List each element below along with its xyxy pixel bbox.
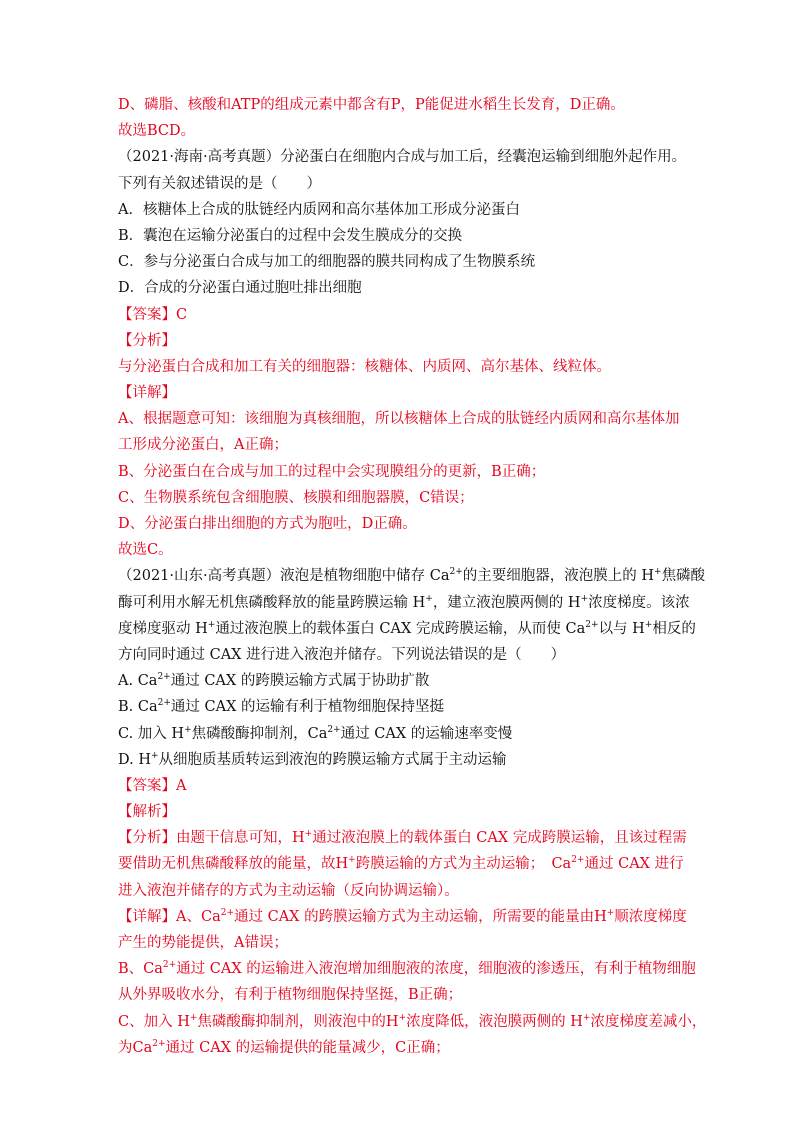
text-segment: B、Ca — [118, 961, 163, 978]
text-segment: 顺浓度梯度 — [614, 908, 687, 925]
superscript: + — [304, 829, 313, 840]
text-segment: 以与 H — [598, 620, 645, 637]
superscript: + — [644, 619, 653, 630]
text-line — [118, 904, 694, 930]
text-segment: 下列有关叙述错误的是（ ） — [118, 175, 321, 192]
text-line — [118, 485, 694, 511]
text-segment: ，建立液泡膜两侧的 H — [432, 594, 581, 611]
text-segment: B、分泌蛋白在合成与加工的过程中会实现膜组分的更新，B正确； — [118, 463, 546, 480]
text-line — [118, 1035, 694, 1061]
text-segment: 进入液泡并储存的方式为主动运输（反向协调运输）。 — [118, 882, 459, 899]
text-line — [118, 616, 694, 642]
superscript: 2+ — [157, 698, 171, 709]
text-line — [118, 721, 694, 747]
text-segment: D、磷脂、核酸和ATP的组成元素中都含有P，P能促进水稻生长发育，D正确。 — [118, 97, 625, 113]
text-segment: 【答案】C — [118, 306, 188, 323]
text-line — [118, 459, 694, 485]
text-segment: 跨膜运输的方式为主动运输； Ca — [355, 856, 572, 873]
superscript: 2+ — [157, 672, 171, 683]
text-line — [118, 878, 694, 904]
text-segment: 浓度梯度。该浓 — [588, 594, 690, 611]
text-line — [118, 354, 694, 380]
text-line — [118, 982, 694, 1008]
text-segment: D. H — [118, 751, 151, 768]
text-segment: 【解析】 — [118, 804, 176, 821]
text-segment: B．囊泡在运输分泌蛋白的过程中会发生膜成分的交换 — [118, 227, 463, 244]
text-segment: B. Ca — [118, 699, 158, 716]
superscript: 2+ — [220, 907, 234, 918]
text-segment: 通过 CAX 的运输速率变慢 — [340, 725, 513, 742]
superscript: + — [398, 1012, 407, 1023]
text-line — [118, 302, 694, 328]
text-line — [118, 851, 694, 877]
text-segment: （2021·山东·高考真题）液泡是植物细胞中储存 Ca — [118, 568, 450, 585]
text-segment: 【分析】由题干信息可知，H — [118, 830, 305, 847]
text-line — [118, 171, 694, 197]
text-segment: 通过 CAX 的运输提供的能量减少，C正确； — [165, 1039, 450, 1056]
text-segment: C、生物膜系统包含细胞膜、核膜和细胞器膜，C错误； — [118, 489, 474, 506]
superscript: 2+ — [449, 567, 463, 578]
text-line — [118, 694, 694, 720]
text-segment: C、加入 H — [118, 1013, 190, 1030]
text-line — [118, 511, 694, 537]
superscript: 2+ — [162, 960, 177, 971]
superscript: + — [654, 567, 662, 578]
superscript: + — [207, 619, 216, 630]
superscript: + — [348, 855, 356, 866]
text-segment: 度梯度驱动 H — [118, 620, 208, 637]
text-segment: 为Ca — [118, 1039, 153, 1056]
text-segment: 通过 CAX 的运输有利于植物细胞保持坚挺 — [170, 699, 445, 716]
text-segment: 浓度降低，液泡膜两侧的 H — [406, 1013, 583, 1030]
text-segment: 工形成分泌蛋白，A正确； — [118, 437, 288, 454]
document-body — [118, 92, 707, 1061]
text-line — [118, 747, 694, 773]
text-line — [118, 197, 694, 223]
text-segment: D．合成的分泌蛋白通过胞吐排出细胞 — [118, 280, 362, 297]
text-segment: 通过液泡膜上的载体蛋白 CAX 完成跨膜运输，且该过程需 — [312, 830, 687, 847]
text-segment: 通过 CAX 进行 — [584, 856, 684, 873]
text-line — [118, 432, 694, 458]
superscript: 2+ — [571, 855, 585, 866]
superscript: + — [580, 593, 589, 604]
text-segment: 浓度梯度差减小， — [590, 1013, 707, 1030]
text-line — [118, 249, 694, 275]
text-line — [118, 773, 694, 799]
text-segment: 焦磷酸 — [661, 568, 706, 585]
text-segment: 与分泌蛋白合成和加工有关的细胞器：核糖体、内质网、高尔基体、线粒体。 — [118, 358, 611, 375]
text-line — [118, 537, 694, 563]
text-line — [118, 380, 694, 406]
text-segment: 从细胞质基质转运到液泡的跨膜运输方式属于主动运输 — [158, 751, 507, 768]
superscript: 2+ — [152, 1038, 166, 1049]
text-line — [118, 144, 694, 170]
superscript: + — [582, 1012, 591, 1023]
text-segment: 故选BCD。 — [118, 123, 196, 140]
text-line — [118, 956, 694, 982]
text-segment: 的主要细胞器，液泡膜上的 H — [462, 568, 655, 585]
text-segment: 通过液泡膜上的载体蛋白 CAX 完成跨膜运输，从而使 Ca — [215, 620, 586, 637]
text-line — [118, 406, 694, 432]
text-segment: 【分析】 — [118, 332, 176, 349]
superscript: 2+ — [327, 724, 341, 735]
text-segment: A．核糖体上合成的肽链经内质网和高尔基体加工形成分泌蛋白 — [118, 201, 520, 218]
text-segment: （2021·海南·高考真题）分泌蛋白在细胞内合成与加工后，经囊泡运输到细胞外起作用。 — [118, 149, 687, 166]
text-segment: 【详解】 — [118, 385, 176, 402]
text-line — [118, 930, 694, 956]
text-segment: C．参与分泌蛋白合成与加工的细胞器的膜共同构成了生物膜系统 — [118, 254, 536, 271]
text-segment: A. Ca — [118, 673, 158, 690]
superscript: + — [606, 907, 615, 918]
text-line — [118, 1009, 707, 1035]
text-segment: A、根据题意可知：该细胞为真核细胞，所以核糖体上合成的肽链经内质网和高尔基体加 — [118, 411, 680, 428]
text-segment: 【答案】A — [118, 777, 187, 794]
text-line — [118, 642, 694, 668]
text-segment: 从外界吸收水分，有利于植物细胞保持坚挺，B正确； — [118, 987, 463, 1004]
text-line — [118, 275, 694, 301]
superscript: + — [189, 1012, 198, 1023]
text-line — [118, 799, 694, 825]
text-segment: 故选C。 — [118, 542, 173, 559]
text-segment: 酶可利用水解无机焦磷酸释放的能量跨膜运输 H — [118, 594, 426, 611]
text-segment: 产生的势能提供，A错误； — [118, 935, 288, 951]
text-line — [118, 563, 706, 589]
text-segment: 相反的 — [652, 620, 696, 637]
text-line — [118, 92, 694, 118]
text-segment: 通过 CAX 的跨膜运输方式属于协助扩散 — [170, 673, 430, 690]
text-segment: 焦磷酸酶抑制剂，Ca — [191, 725, 328, 742]
text-segment: 焦磷酸酶抑制剂，则液泡中的H — [197, 1013, 399, 1030]
text-line — [118, 668, 694, 694]
superscript: + — [184, 724, 192, 735]
text-segment: C. 加入 H — [118, 725, 185, 742]
text-segment: 【详解】A、Ca — [118, 908, 221, 925]
text-line — [118, 328, 694, 354]
text-segment: D、分泌蛋白排出细胞的方式为胞吐，D正确。 — [118, 516, 417, 532]
text-line — [118, 590, 694, 616]
text-line — [118, 825, 694, 851]
text-segment: 方向同时通过 CAX 进行进入液泡并储存。下列说法错误的是（ ） — [118, 646, 566, 663]
text-segment: 通过 CAX 的运输进入液泡增加细胞液的浓度，细胞液的渗透压，有利于植物细胞 — [176, 961, 696, 978]
superscript: 2+ — [585, 619, 599, 630]
superscript: + — [425, 593, 433, 604]
text-line — [118, 118, 694, 144]
text-segment: 要借助无机焦磷酸释放的能量，故H — [118, 856, 349, 873]
superscript: + — [150, 750, 159, 761]
text-segment: 通过 CAX 的跨膜运输方式为主动运输，所需要的能量由H — [234, 908, 607, 925]
text-line — [118, 223, 694, 249]
